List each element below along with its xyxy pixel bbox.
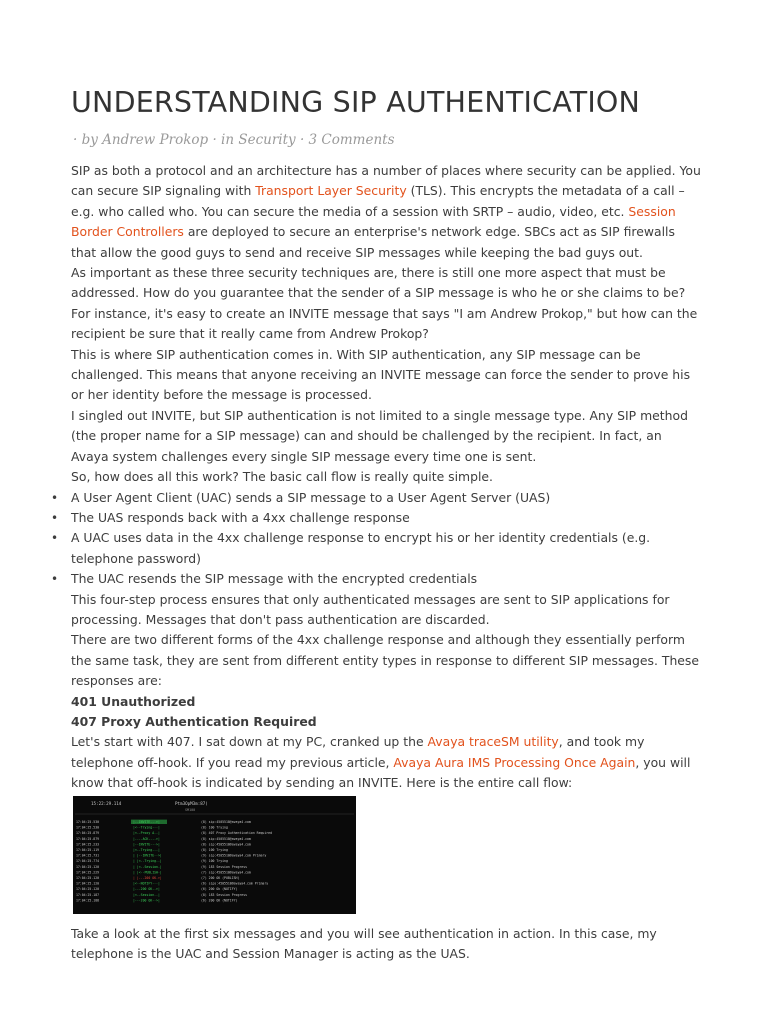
trace-message: (7) sip:4505518@avaya4.com (201, 869, 251, 874)
trace-message: (8) 183 Session Progress (201, 892, 248, 897)
list-item: • The UAC resends the SIP message with the encrypted credentials (71, 569, 701, 589)
screenshot-header-sub: SM100 (185, 807, 196, 812)
meta-separator-comments: · (295, 132, 309, 148)
screenshot-header-node: Ptm3OpM3m:87) (175, 800, 208, 806)
trace-flow-arrow: | |<--PUBLISH-| (133, 869, 162, 874)
paragraph-intro (71, 161, 701, 263)
trace-message: (8) 407 Proxy Authentication Required (201, 830, 273, 835)
list-item: • A UAC uses data in the 4xx challenge response to encrypt his or her identity credentials (e.g. telephone password) (71, 528, 701, 569)
trace-flow-arrow: | |--INVITE-->| (133, 853, 162, 858)
paragraph-four-step: This four-step process ensures that only authenticated messages are sent to SIP applications for processing. Messages that don't pass authentication are discarded. (71, 591, 670, 627)
article-title: UNDERSTANDING SIP AUTHENTICATION (71, 86, 641, 119)
paragraph-first-six: Take a look at the first six messages and you will see authentication in action. In this case, my telephone is the UAC and Session Manager is acting as the UAS. (71, 925, 657, 961)
trace-message: (8) 100 Trying (201, 847, 228, 852)
trace-flow-arrow: |<--Trying---| (133, 847, 160, 852)
paragraph-two-forms: There are two different forms of the 4xx challenge response and although they essentially perform the same task, they are sent from different entity types in response to different SIP messages. These responses are: (71, 632, 700, 689)
trace-flow-arrow: | |<--Session-| (133, 864, 162, 869)
paragraph-tracesm (71, 732, 701, 793)
trace-flow-arrow: |---200 OK-->| (133, 886, 160, 891)
trace-time: 17:04:25.530 (76, 819, 100, 824)
trace-flow-arrow: | |<--Trying--| (133, 858, 162, 863)
trace-time: 17:04:25.774 (76, 858, 100, 863)
trace-flow-arrow: |<--Session--| (133, 892, 160, 897)
trace-time: 17:04:25.879 (76, 830, 100, 835)
heading-407: 407 Proxy Authentication Required (71, 713, 317, 729)
meta-prefix: · by (73, 132, 103, 148)
trace-time: 17:04:25.233 (76, 841, 100, 846)
paragraph-call-flow-intro: So, how does all this work? The basic call flow is really quite simple. (71, 469, 493, 485)
trace-flow-arrow: |----ACK---->| (133, 836, 160, 841)
trace-message: (6) 200 Ok (NOTIFY) (201, 886, 238, 891)
tls-link[interactable]: Transport Layer Security (255, 183, 407, 199)
trace-time: 17:04:25.879 (76, 836, 100, 841)
trace-message: (8) 100 Trying (201, 825, 228, 830)
paragraph-text: are deployed to secure an enterprise's network edge. SBCs act as SIP firewalls that allow the good guys to send and receive SIP messages while keeping the bad guys out. (71, 224, 675, 260)
category-link[interactable]: Security (238, 132, 296, 148)
trace-message: (8) sip:4505518@avaya4.com (201, 836, 251, 841)
trace-time: 17:04:25.120 (76, 886, 100, 891)
screenshot-header-time: 15:22:29.114 (91, 800, 122, 806)
trace-time: 17:04:25.229 (76, 869, 100, 874)
article-meta (73, 132, 395, 148)
trace-time: 17:04:25.120 (76, 875, 100, 880)
trace-message: (8) sip:4505518@avaya4.com (201, 819, 251, 824)
list-item: • A User Agent Client (UAC) sends a SIP message to a User Agent Server (UAS) (71, 488, 701, 508)
meta-separator-category: · in (208, 132, 239, 148)
tracesm-link[interactable]: Avaya traceSM utility (427, 734, 559, 750)
trace-flow-arrow: |<--NOTIFY---| (133, 881, 160, 886)
paragraph-text: , and took my telephone off-hook. If you read my previous article, (71, 734, 645, 770)
trace-time: 17:04:25.530 (76, 825, 100, 830)
trace-time: 17:04:25.731 (76, 853, 100, 858)
trace-flow-arrow: |<--Trying---| (133, 825, 160, 830)
trace-flow-arrow: | |---200 OK->| (133, 875, 162, 880)
paragraph-text: Let's start with 407. I sat down at my PC, cranked up the (71, 734, 428, 750)
trace-message: (9) sip:4505518@avaya4.com Primary (201, 853, 267, 858)
trace-message: (9) 100 Trying (201, 858, 228, 863)
trace-time: 17:04:25.120 (76, 881, 100, 886)
trace-time: 17:04:25.120 (76, 864, 100, 869)
trace-flow-arrow: |---200 OK-->| (133, 897, 160, 902)
trace-flow-arrow: |--INVITE--->| (133, 819, 160, 824)
trace-message: (8) sip:4505518@avaya4.com (201, 841, 251, 846)
paragraph-invite: I singled out INVITE, but SIP authentication is not limited to a single message type. Any SIP method (the proper name for a SIP message) can and should be challenged by the recipient. In fact, an Avaya system challenges every single SIP message every time one is sent. (71, 407, 688, 464)
paragraph-identity: As important as these three security techniques are, there is still one more aspect that must be addressed. How do you guarantee that the sender of a SIP message is who he or she claims to be? For instance, it's easy to create an INVITE message that says "I am Andrew Prokop," but how can the recipient be sure that it really came from Andrew Prokop? (71, 265, 698, 342)
comments-link[interactable]: 3 Comments (308, 132, 395, 148)
trace-time: 17:04:25.187 (76, 892, 100, 897)
trace-message: (6) sips:4505518@avaya4.com Primary (201, 881, 269, 886)
paragraph-text: (TLS). This encrypts the metadata of a call – e.g. who called who. You can secure the media of a session with SRTP – audio, video, etc. (71, 183, 685, 219)
trace-flow-arrow: |<--Proxy A--| (133, 830, 160, 835)
trace-flow-arrow: |--INVITE--->| (133, 841, 160, 846)
paragraph-text: SIP as both a protocol and an architecture has a number of places where security can be applied. You can secure SIP signaling with (71, 163, 701, 199)
tracesm-call-flow-screenshot (73, 796, 356, 914)
call-flow-steps-list (71, 488, 701, 590)
list-item: • The UAS responds back with a 4xx challenge response (71, 508, 701, 528)
heading-401: 401 Unauthorized (71, 693, 196, 709)
article-body (71, 161, 701, 964)
trace-message: (7) 200 OK (PUBLISH) (201, 875, 240, 880)
sbc-link[interactable]: Session Border Controllers (71, 203, 676, 240)
trace-message: (6) 200 OK (NOTIFY) (201, 897, 238, 902)
author-link[interactable]: Andrew Prokop (102, 132, 209, 148)
paragraph-text: , you will know that off-hook is indicated by sending an INVITE. Here is the entire call flow: (71, 754, 691, 791)
ims-article-link[interactable]: Avaya Aura IMS Processing Once Again (393, 754, 636, 770)
trace-time: 17:04:25.188 (76, 897, 100, 902)
paragraph-sip-auth: This is where SIP authentication comes in. With SIP authentication, any SIP message can be challenged. This means that anyone receiving an INVITE message can force the sender to prove his or her identity before the message is processed. (71, 346, 691, 403)
trace-time: 17:04:25.119 (76, 847, 100, 852)
trace-message: (9) 183 Session Progress (201, 864, 248, 869)
